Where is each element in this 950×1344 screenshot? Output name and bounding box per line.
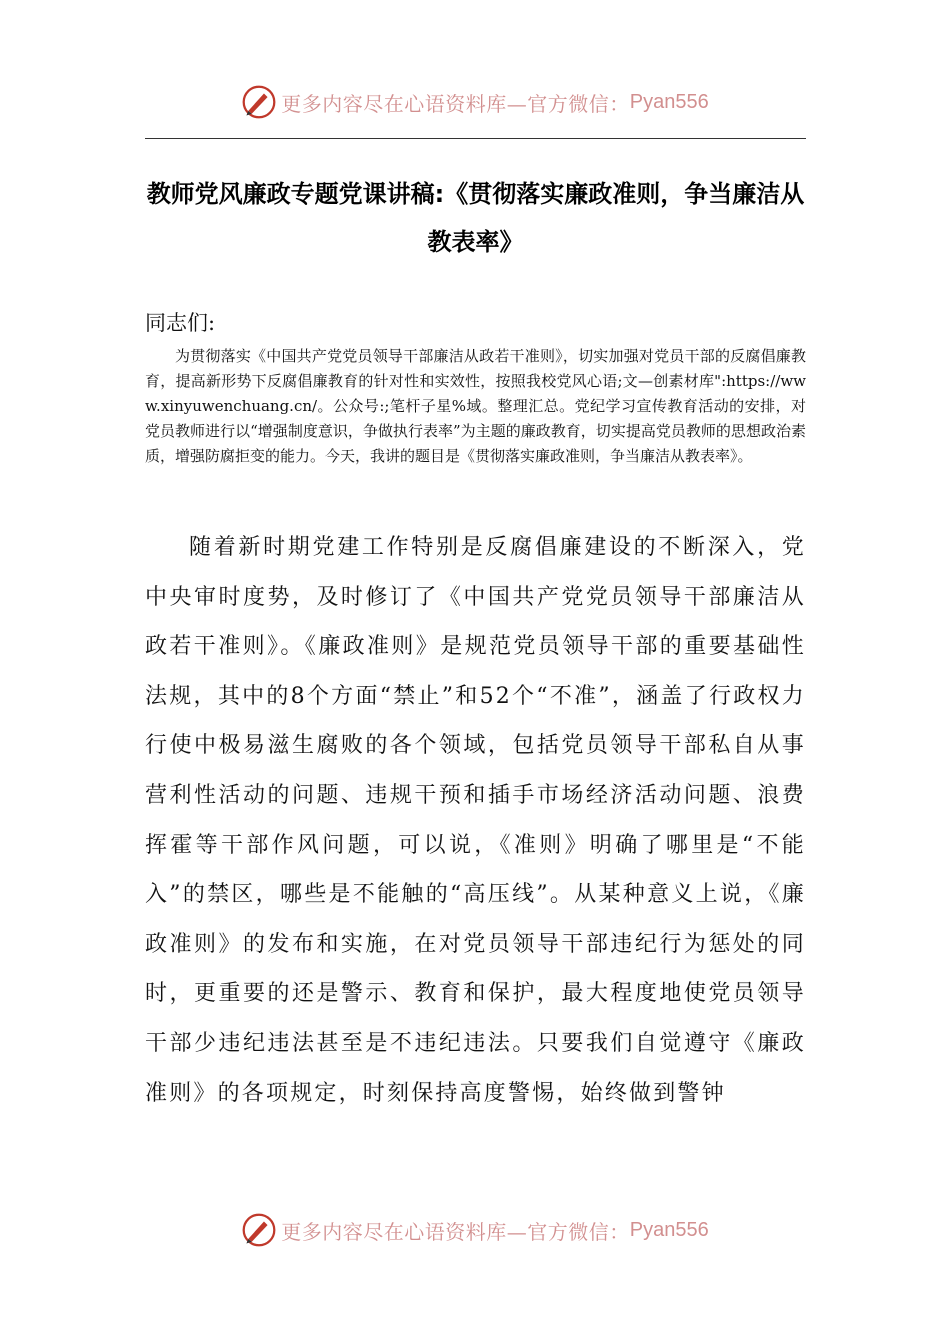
pen-logo-icon: [241, 84, 277, 120]
footer-banner: [0, 1208, 950, 1252]
header-banner-text: 更多内容尽在心语资料库—官方微信：: [281, 91, 630, 116]
header-banner: [0, 80, 950, 124]
pen-logo-icon: [241, 1212, 277, 1248]
greeting: 同志们:: [145, 311, 216, 335]
document-title: 教师党风廉政专题党课讲稿:《贯彻落实廉政准则，争当廉洁从教表率》: [146, 180, 805, 256]
footer-wechat-id: Pyan556: [629, 1218, 709, 1241]
intro-paragraph: 为贯彻落实《中国共产党党员领导干部廉洁从政若干准则》，切实加强对党员干部的反腐倡廉教育，提高新形势下反腐倡廉教育的针对性和实效性，按照我校党风心语;文—创素材库":https://www.xinyuwenchuang.cn/。公众号:;笔杆子星%域。整理汇总。党纪学习宣传教育活动的安排，对党员教师进行以“增强制度意识，争做执行表率”为主题的廉政教育，切实提高党员教师的思想政治素质，增强防腐拒变的能力。今天，我讲的题目是《贯彻落实廉政准则，争当廉洁从教表率》。: [145, 347, 806, 465]
header-divider: [145, 138, 806, 139]
body-paragraph: 随着新时期党建工作特别是反腐倡廉建设的不断深入，党中央审时度势，及时修订了《中国共产党党员领导干部廉洁从政若干准则》。《廉政准则》是规范党员领导干部的重要基础性法规，其中的8个方面“禁止”和52个“不准”，涵盖了行政权力行使中极易滋生腐败的各个领域，包括党员领导干部私自从事营利性活动的问题、违规干预和插手市场经济活动问题、浪费挥霍等干部作风问题，可以说，《准则》明确了哪里是“不能入”的禁区，哪些是不能触的“高压线”。从某种意义上说，《廉政准则》的发布和实施，在对党员领导干部违纪行为惩处的同时，更重要的还是警示、教育和保护，最大程度地使党员领导干部少违纪违法甚至是不违纪违法。只要我们自觉遵守《廉政准则》的各项规定，时刻保持高度警惕，始终做到警钟: [145, 535, 806, 1106]
header-wechat-id: Pyan556: [629, 90, 709, 113]
footer-banner-text: 更多内容尽在心语资料库—官方微信：: [281, 1219, 630, 1244]
